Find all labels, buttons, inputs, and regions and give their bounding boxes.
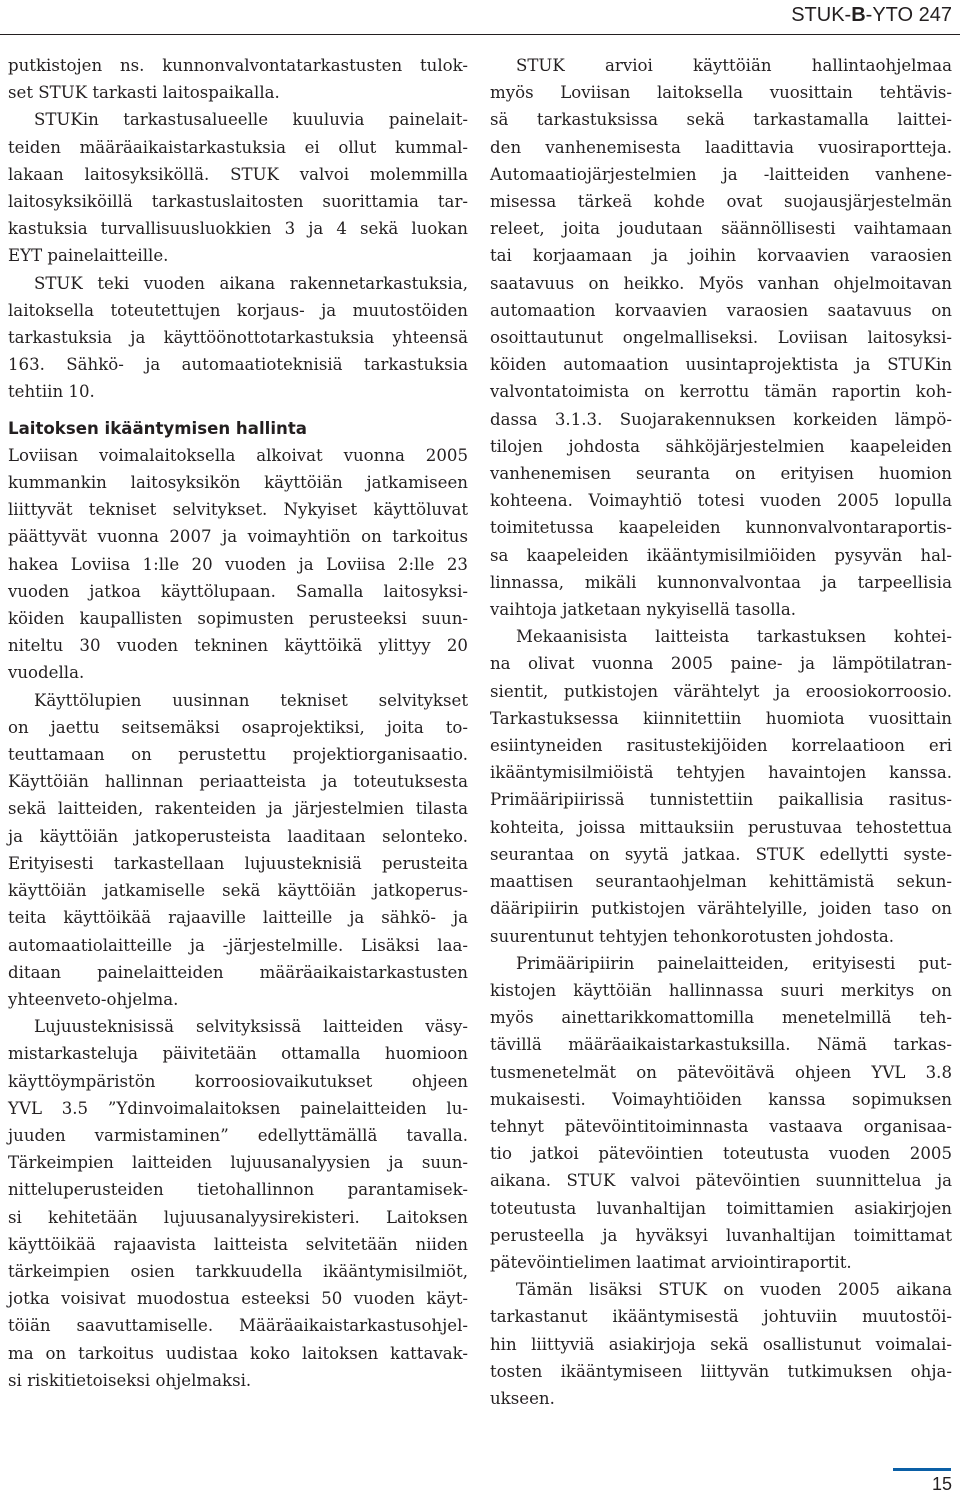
- text-line: sekä laitteiden, rakenteiden ja järjestelmien tilasta: [8, 799, 468, 819]
- text-line: tarkastanut ikääntymisestä johtuviin muutostöi-: [490, 1307, 952, 1327]
- text-line: kohteena. Voimayhtiö totesi vuoden 2005 lopulla: [490, 491, 952, 511]
- text-line: tarkastuksia ja käyttöönottotarkastuksia yhteensä: [8, 328, 468, 348]
- text-line: käyttöikää rajaavista laitteista selvitetään niiden: [8, 1234, 468, 1254]
- text-line: ma on tarkoitus uudistaa koko laitoksen kattavak-: [8, 1343, 468, 1363]
- text-line: releet, joita joudutaan säännöllisesti vaihtamaan: [490, 219, 952, 239]
- text-line: vanhenemisen seuranta on erityisen huomion: [490, 464, 952, 484]
- text-line: tärkeimpien osien tarkkuudella ikääntymisilmiöt,: [8, 1261, 468, 1281]
- text-line: valvontatoimista on kerrottu tämän raportin koh-: [490, 382, 952, 402]
- text-line: toteutusta luvanhaltijan toimittamien asiakirjojen: [490, 1198, 952, 1218]
- text-line: Primääripiirin painelaitteiden, erityisesti put-: [516, 953, 952, 973]
- text-line: käyttöympäristön korroosiovaikutukset ohjeen: [8, 1071, 468, 1091]
- text-line: ditaan painelaitteiden määräaikaistarkastusten: [8, 962, 468, 982]
- text-line: ja käyttöiän jatkoperusteista laaditaan selonteko.: [8, 826, 468, 846]
- text-line: STUK arvioi käyttöiän hallintaohjelmaa: [516, 56, 952, 75]
- text-line: EYT painelaitteille.: [8, 246, 169, 266]
- text-line: tilojen johdosta sähköjärjestelmien kaapeleiden: [490, 436, 952, 456]
- header-rule: [0, 34, 960, 35]
- text-line: lakaan laitosyksiköllä. STUK valvoi molemmilla: [8, 164, 468, 184]
- text-line: osoittautunut ongelmalliseksi. Loviisan laitosyksi-: [490, 328, 952, 348]
- text-line: vuodella.: [8, 663, 85, 683]
- text-line: vuoden jatkoa käyttölupaan. Samalla laitosyksi-: [8, 581, 468, 601]
- text-line: tio jatkoi pätevöintien toteutusta vuoden 2005: [490, 1144, 952, 1164]
- text-line: Mekaanisista laitteista tarkastuksen kohtei-: [516, 627, 952, 647]
- text-line: set STUK tarkasti laitospaikalla.: [8, 83, 280, 103]
- text-line: tosten ikääntymiseen liittyvän tutkimuksen ohja-: [490, 1361, 952, 1381]
- text-line: töiän saavuttamiselle. Määräaikaistarkastusohjel-: [8, 1316, 468, 1336]
- text-line: Tarkastuksessa kiinnitettiin huomiota vuosittain: [490, 708, 952, 728]
- text-line: myös Loviisan laitoksella vuosittain tehtävis-: [490, 83, 952, 103]
- text-line: automaation korvaavien varaosien saatavuus on: [490, 300, 952, 320]
- text-line: kistojen käyttöiän hallinnassa suuri merkitys on: [490, 980, 952, 1000]
- text-line: käyttöiän jatkamiselle sekä käyttöiän jatkoperus-: [8, 881, 468, 901]
- footer-accent-rule: [893, 1468, 951, 1471]
- text-line: maattisen seurantaohjelman kehittämistä sekun-: [490, 872, 952, 892]
- text-line: pätevöintielimen laatimat arviointiraportit.: [490, 1252, 852, 1272]
- text-line: niteltu 30 vuoden tekninen käyttöikä ylittyy 20: [8, 636, 468, 656]
- text-line: na olivat vuonna 2005 paine- ja lämpötilatran-: [490, 654, 952, 674]
- text-line: juuden varmistaminen” edellyttämällä tavalla.: [8, 1125, 468, 1145]
- text-line: den vanhenemisesta laadittavia vuosiraportteja.: [490, 137, 952, 157]
- text-line: aikana. STUK valvoi pätevöintien suunnittelua ja: [490, 1171, 952, 1191]
- section-heading: Laitoksen ikääntymisen hallinta: [8, 418, 307, 438]
- text-line: kummankin laitosyksikön käyttöiän jatkamiseen: [8, 473, 468, 493]
- text-line: linnassa, mikäli kunnonvalvontaa ja tarpeellisia: [490, 572, 952, 592]
- text-line: Käyttölupien uusinnan tekniset selvitykset: [34, 690, 468, 710]
- right-column: [490, 52, 952, 1412]
- text-line: perusteella ja hyväksyi luvanhaltijan toimittamat: [490, 1225, 952, 1245]
- text-line: putkistojen ns. kunnonvalvontatarkastusten tulok-: [8, 56, 468, 75]
- text-line: tehnyt pätevöintitoiminnasta vastaava organisaa-: [490, 1116, 952, 1136]
- running-header: [0, 0, 960, 34]
- text-line: si kehitetään lujuusanalyysirekisteri. Laitoksen: [8, 1207, 468, 1227]
- text-line: tusmenetelmät on pätevöitävä ohjeen YVL 3.8: [490, 1062, 952, 1082]
- text-line: Tämän lisäksi STUK on vuoden 2005 aikana: [516, 1280, 952, 1300]
- text-line: mistarkasteluja päivitetään ottamalla huomioon: [8, 1044, 468, 1064]
- text-line: hakea Loviisa 1:lle 20 vuoden ja Loviisa 2:lle 23: [8, 554, 468, 574]
- text-line: myös ainettarikkomattomilla menetelmillä teh-: [490, 1008, 952, 1028]
- text-line: tehtiin 10.: [8, 382, 95, 402]
- text-line: jotka voisivat muodostua esteeksi 50 vuoden käyt-: [8, 1289, 468, 1309]
- text-line: teiden määräaikaistarkastuksia ei ollut kummal-: [8, 137, 468, 157]
- publication-code: STUK-B-YTO 247: [791, 4, 952, 26]
- text-line: Loviisan voimalaitoksella alkoivat vuonna 2005: [8, 445, 468, 465]
- text-line: dääripiirin putkistojen värähtelyille, joiden taso on: [490, 899, 952, 919]
- text-line: ukseen.: [490, 1388, 555, 1408]
- text-line: liittyvät tekniset selvitykset. Nykyiset käyttöluvat: [8, 500, 468, 520]
- text-line: STUKin tarkastusalueelle kuuluvia painelait-: [34, 110, 468, 130]
- text-line: hin liittyviä asiakirjoja sekä osallistunut voimalai-: [490, 1334, 952, 1354]
- text-line: suurentunut tehtyjen tehonkorotusten johdosta.: [490, 926, 895, 946]
- text-line: 163. Sähkö- ja automaatioteknisiä tarkastuksia: [8, 355, 468, 375]
- text-line: STUK teki vuoden aikana rakennetarkastuksia,: [34, 273, 468, 293]
- text-line: sientit, putkistojen värähtelyt ja eroosiokorroosio.: [490, 681, 952, 701]
- text-line: laitoksella toteutettujen korjaus- ja muutostöiden: [8, 300, 468, 320]
- text-line: Lujuusteknisissä selvityksissä laitteiden väsy-: [34, 1017, 468, 1037]
- text-line: laitosyksiköillä tarkastuslaitosten suorittamia tar-: [8, 192, 468, 212]
- text-line: si riskitietoiseksi ohjelmaksi.: [8, 1370, 252, 1390]
- text-line: köiden kaupallisten sopimusten perusteeksi suun-: [8, 609, 468, 629]
- text-line: Käyttöiän hallinnan periaatteista ja toteutuksesta: [8, 772, 468, 792]
- page-number: 15: [931, 1474, 952, 1494]
- text-line: Tärkeimpien laitteiden lujuusanalyysien ja suun-: [8, 1153, 468, 1173]
- text-line: saatavuus on heikko. Myös vanhan ohjelmoitavan: [490, 273, 952, 293]
- text-line: tai korjaamaan ja joihin korvaavien varaosien: [490, 246, 952, 266]
- text-line: kohteita, joissa mittauksiin perustuvaa tehostettua: [490, 817, 952, 837]
- text-line: tävillä määräaikaistarkastuksilla. Nämä tarkas-: [490, 1035, 952, 1055]
- text-line: kastuksia turvallisuusluokkien 3 ja 4 sekä luokan: [8, 219, 468, 239]
- text-line: yhteenveto-ohjelma.: [8, 989, 179, 1009]
- text-line: Primääripiirissä tunnistettiin paikallisia rasitus-: [490, 790, 952, 810]
- text-line: teuttamaan on perustettu projektiorganisaatio.: [8, 745, 468, 765]
- text-line: seurantaa on syytä jatkaa. STUK edellytti syste-: [490, 844, 952, 864]
- text-line: Erityisesti tarkastellaan lujuusteknisiä perusteita: [8, 853, 468, 873]
- text-line: Automaatiojärjestelmien ja -laitteiden vanhene-: [490, 164, 952, 184]
- text-line: YVL 3.5 ”Ydinvoimalaitoksen painelaitteiden lu-: [8, 1098, 468, 1118]
- text-line: ikääntymisilmiöistä tehtyjen havaintojen kanssa.: [490, 763, 952, 783]
- text-line: dassa 3.1.3. Suojarakennuksen korkeiden lämpö-: [490, 409, 952, 429]
- text-line: mukaisesti. Voimayhtiöiden kanssa sopimuksen: [490, 1089, 952, 1109]
- text-line: automaatiolaitteille ja -järjestelmille. Lisäksi laa-: [8, 935, 468, 955]
- section-gap: [8, 406, 468, 415]
- text-line: misessa tärkeä kohde ovat suojausjärjestelmän: [490, 192, 952, 212]
- text-line: on jaettu seitsemäksi osaprojektiksi, joita to-: [8, 717, 468, 737]
- text-line: nitteluperusteiden tietohallinnon parantamisek-: [8, 1180, 468, 1200]
- text-line: sä tarkastuksissa sekä tarkastamalla laittei-: [490, 110, 952, 130]
- text-line: teita käyttöikää rajaaville laitteille ja sähkö- ja: [8, 908, 468, 928]
- text-line: päättyvät vuonna 2007 ja voimayhtiön on tarkoitus: [8, 527, 468, 547]
- text-line: toimitetussa kaapeleiden kunnonvalvontaraportis-: [490, 518, 952, 538]
- text-line: sa kaapeleiden ikääntymisilmiöiden pysyvän hal-: [490, 545, 952, 565]
- text-line: köiden automaation uusintaprojektista ja STUKin: [490, 355, 952, 375]
- text-line: esiintyneiden rasitustekijöiden korrelaatioon eri: [490, 736, 952, 756]
- left-column: [8, 52, 468, 1394]
- text-line: vaihtoja jatketaan nykyisellä tasolla.: [490, 600, 796, 620]
